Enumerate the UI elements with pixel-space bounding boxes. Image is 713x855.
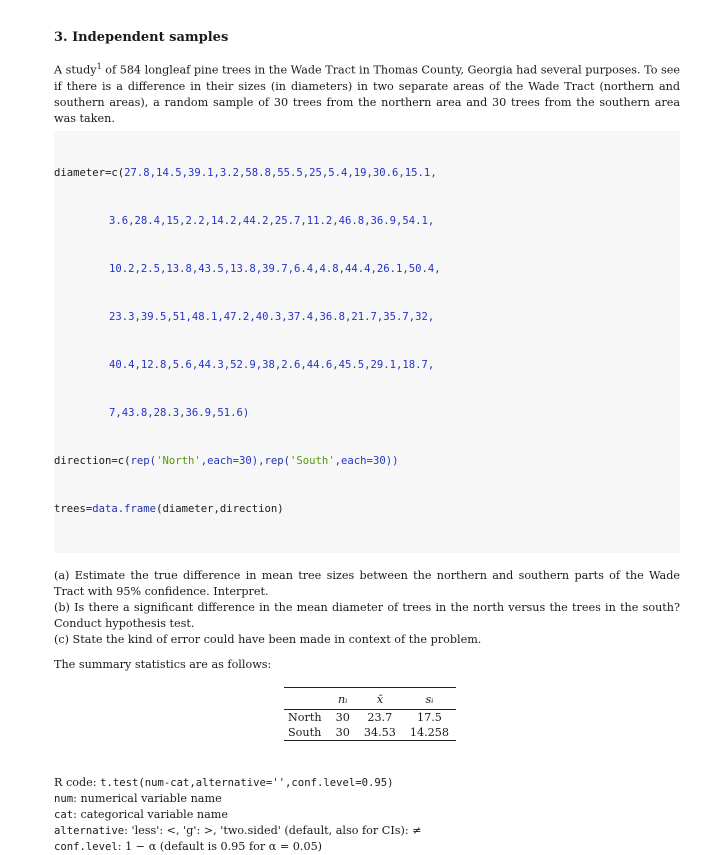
section-title: 3. Independent samples — [54, 30, 229, 45]
table-header-row — [284, 687, 456, 709]
cat-desc: cat: categorical variable name — [54, 807, 229, 821]
footnote-marker: 1 — [96, 62, 102, 71]
questions-list — [54, 568, 680, 648]
code-line: 3.6,28.4,15,2.2,14.2,44.2,25.7,11.2,46.8,36.9,54.1, — [109, 214, 435, 227]
code-line: 7,43.8,28.3,36.9,51.6) — [109, 406, 250, 419]
summary-intro: The summary statistics are as follows: — [54, 657, 272, 671]
summary-table-wrap — [284, 687, 680, 741]
intro-paragraph: A study$^1$ of 584 longleaf pine trees in the Wade Tract in Thomas County, Georgia had several purposes. To see if there is a difference in their sizes (in diameters) in two separate areas of the Wade Tract (northern and southern areas), a random sample of 30 trees from the northern area and 30 trees from the southern area was taken. — [54, 62, 680, 125]
r-code-block — [54, 131, 680, 553]
table-row: North 30 23.7 17.5 — [288, 710, 442, 724]
document-page — [54, 30, 680, 855]
table-row: South 30 34.53 14.258 — [284, 725, 456, 741]
code-line: direction=c(rep('North',each=30),rep('South',each=30)) — [54, 454, 399, 467]
question-b: (b) Is there a significant difference in the mean diameter of trees in the north versus the trees in the south? Conduct hypothesis test. — [54, 600, 680, 630]
alternative-desc: alternative: 'less': <, 'g': >, 'two.sided' (default, also for CIs): ≠ — [54, 823, 422, 837]
code-line: trees=data.frame(diameter,direction) — [54, 502, 284, 515]
header-n: nᵢ — [337, 692, 348, 706]
code-line: diameter=c(27.8,14.5,39.1,3.2,58.8,55.5,25,5.4,19,30.6,15.1, — [54, 166, 437, 179]
question-c: (c) State the kind of error could have been made in context of the problem. — [54, 632, 482, 646]
code-line: 40.4,12.8,5.6,44.3,52.9,38,2.6,44.6,45.5,29.1,18.7, — [109, 358, 435, 371]
header-xbar: x̄ — [376, 692, 383, 706]
summary-table — [284, 687, 456, 741]
r-code-help — [54, 775, 680, 855]
question-a: (a) Estimate the true difference in mean tree sizes between the northern and southern parts of the Wade Tract with 95% confidence. Interpret. — [54, 568, 680, 598]
num-desc: num: numerical variable name — [54, 791, 222, 805]
r-code-line: R code: t.test(num-cat,alternative='',conf.level=0.95) — [54, 775, 394, 789]
conf-level-desc: conf.level: 1 − α (default is 0.95 for α = 0.05) — [54, 839, 323, 853]
code-line: 10.2,2.5,13.8,43.5,13.8,39.7,6.4,4.8,44.4,26.1,50.4, — [109, 262, 441, 275]
header-s: sᵢ — [425, 692, 434, 706]
code-line: 23.3,39.5,51,48.1,47.2,40.3,37.4,36.8,21.7,35.7,32, — [109, 310, 435, 323]
